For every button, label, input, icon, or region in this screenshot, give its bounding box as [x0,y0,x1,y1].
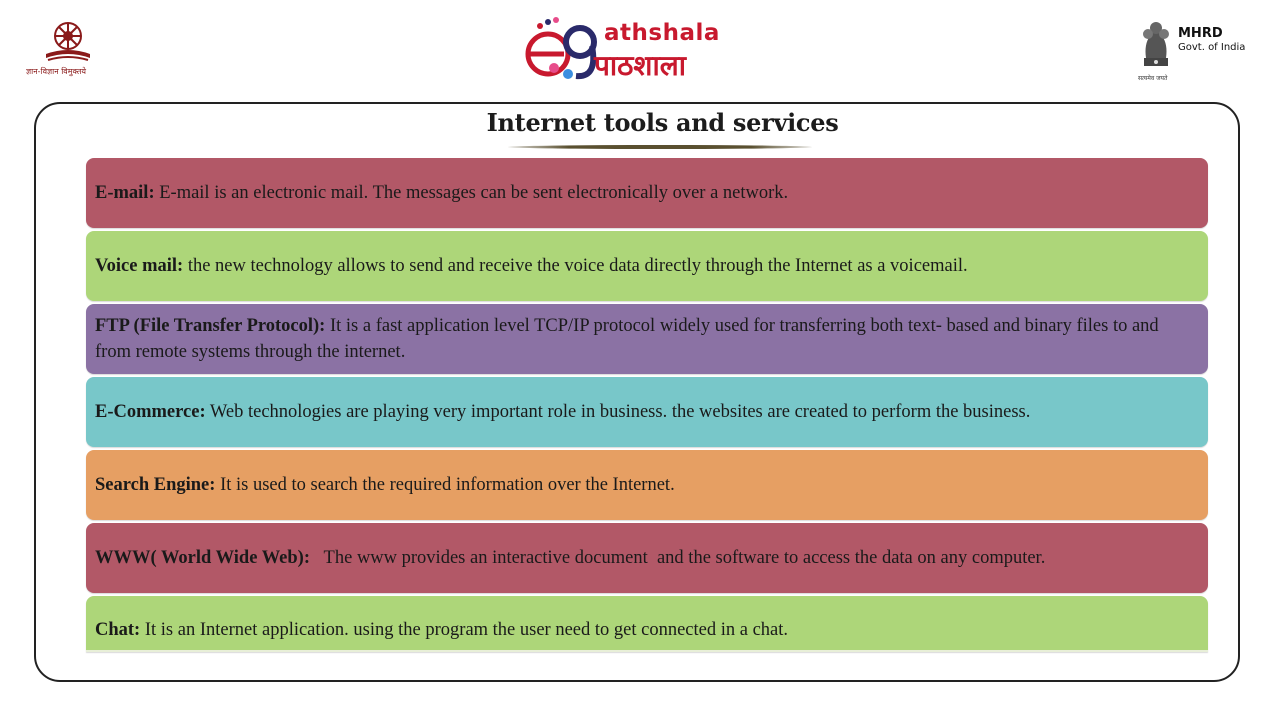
list-item-www [86,523,1208,593]
item-description: the new technology allows to send and receive the voice data directly through the Internet as a voicemail. [183,256,968,276]
item-description: The www provides an interactive document and the software to access the data on any computer. [310,548,1046,568]
item-description: E-mail is an electronic mail. The messages can be sent electronically over a network. [154,183,789,203]
list-item-chat [86,596,1208,652]
title-underline [508,145,812,149]
item-term: FTP (File Transfer Protocol): [95,316,326,336]
item-description: It is an Internet application. using the program the user need to get connected in a chat. [140,620,789,640]
item-term: E-mail: [95,183,155,203]
item-description: It is used to search the required information over the Internet. [215,475,675,495]
national-emblem-icon [1134,14,1254,84]
item-term: E-Commerce: [95,402,206,422]
emblem-caption: सत्यमेव जयते [1138,75,1168,82]
left-logo-tagline: ज्ञान-विज्ञान विमुक्तये [26,67,87,76]
mhrd-subtitle: Govt. of India [1178,42,1246,53]
item-term: Chat: [95,620,141,640]
item-term: Voice mail: [95,256,184,276]
list-item-voice-mail [86,231,1208,301]
item-term: WWW( World Wide Web): [95,548,311,568]
page-title: Internet tools and services [486,108,839,137]
university-chakra-logo-icon [18,14,118,82]
services-list [86,158,1208,655]
brand-latin: athshala [604,20,720,46]
brand-devanagari: पाठशाला [594,49,686,82]
item-description: It is a fast application level TCP/IP protocol widely used for transferring both text- based and binary files to and from remote systems through the internet. [95,316,1159,362]
epathshala-logo-icon [520,12,750,84]
list-item-e-commerce [86,377,1208,447]
item-term: Search Engine: [95,475,216,495]
list-item-ftp [86,304,1208,374]
list-item-email [86,158,1208,228]
mhrd-title: MHRD [1178,26,1223,41]
item-description: Web technologies are playing very important role in business. the websites are created to perform the business. [205,402,1031,422]
list-item-search-engine [86,450,1208,520]
